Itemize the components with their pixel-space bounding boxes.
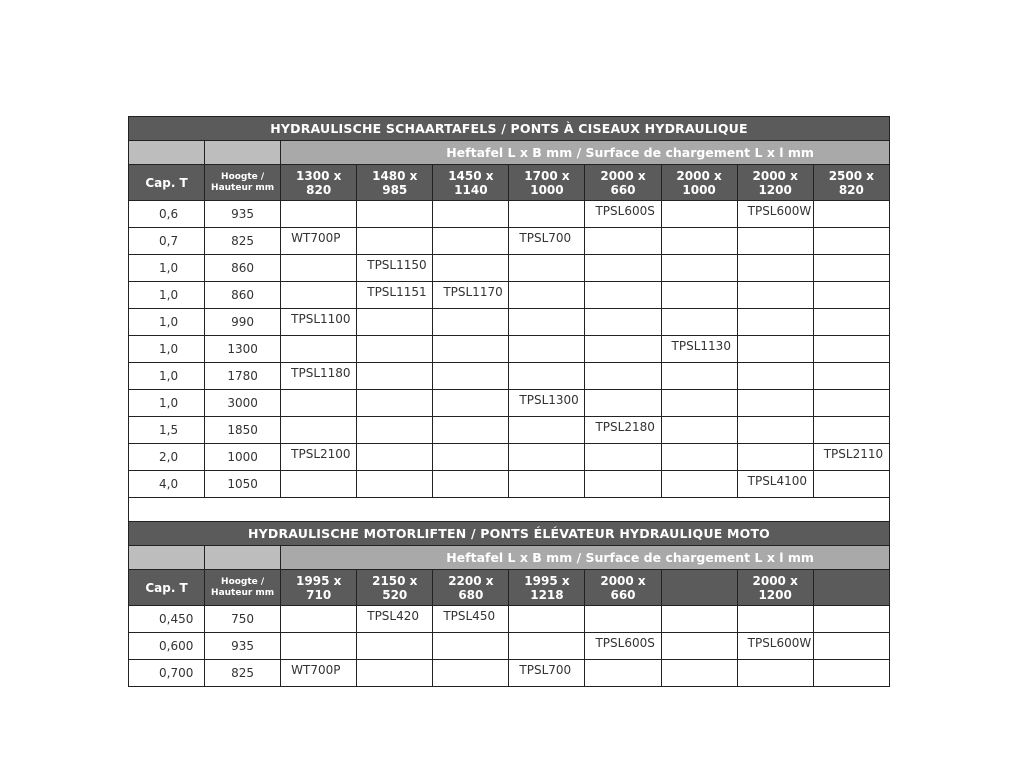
model-cell <box>281 255 357 282</box>
header-height <box>205 570 281 606</box>
capacity-cell: 1,0 <box>129 336 205 363</box>
header-dimension-line1: 1995 x <box>524 573 570 588</box>
model-cell: TPSL450 <box>433 606 509 633</box>
model-cell <box>357 228 433 255</box>
model-cell <box>661 228 737 255</box>
header-dimension-line2: 1000 <box>682 182 716 197</box>
model-cell <box>433 633 509 660</box>
model-cell <box>661 633 737 660</box>
subheader-row <box>129 546 890 570</box>
height-cell: 1000 <box>205 444 281 471</box>
height-cell: 990 <box>205 309 281 336</box>
header-height-line2: Hauteur mm <box>211 182 275 193</box>
model-cell <box>433 336 509 363</box>
model-cell <box>585 660 661 687</box>
table-row <box>129 390 890 417</box>
model-cell: TPSL1300 <box>509 390 585 417</box>
header-dimension <box>661 165 737 201</box>
height-cell: 3000 <box>205 390 281 417</box>
model-cell <box>585 228 661 255</box>
capacity-cell: 2,0 <box>129 444 205 471</box>
model-cell: TPSL600S <box>585 633 661 660</box>
header-dimension-line2: 985 <box>382 182 408 197</box>
model-cell <box>509 363 585 390</box>
model-cell: TPSL1130 <box>661 336 737 363</box>
spacer-row <box>129 498 890 522</box>
height-cell: 935 <box>205 633 281 660</box>
header-dimension <box>737 165 813 201</box>
model-cell <box>585 309 661 336</box>
capacity-cell: 1,0 <box>129 282 205 309</box>
header-dimension <box>357 570 433 606</box>
model-cell <box>281 606 357 633</box>
model-cell <box>737 309 813 336</box>
header-height-line1: Hoogte / <box>221 171 265 182</box>
capacity-cell: 4,0 <box>129 471 205 498</box>
model-cell <box>661 660 737 687</box>
model-cell <box>661 606 737 633</box>
model-cell <box>813 390 889 417</box>
model-cell <box>509 633 585 660</box>
header-dimension-line2: 680 <box>458 587 484 602</box>
model-cell <box>737 228 813 255</box>
header-dimension <box>433 165 509 201</box>
table-row <box>129 282 890 309</box>
header-dimension-line1: 1300 x <box>296 168 342 183</box>
model-cell <box>813 309 889 336</box>
subheader-blank <box>129 141 205 165</box>
model-cell <box>661 201 737 228</box>
model-cell <box>813 471 889 498</box>
header-dimension <box>509 570 585 606</box>
capacity-cell: 0,700 <box>129 660 205 687</box>
height-cell: 860 <box>205 282 281 309</box>
model-cell <box>661 444 737 471</box>
height-cell: 935 <box>205 201 281 228</box>
header-dimension-line1: 2200 x <box>448 573 494 588</box>
model-cell <box>281 336 357 363</box>
column-header-row <box>129 165 890 201</box>
table-row <box>129 363 890 390</box>
model-cell <box>357 336 433 363</box>
table-row <box>129 417 890 444</box>
model-cell <box>737 282 813 309</box>
model-cell <box>661 390 737 417</box>
model-cell: TPSL700 <box>509 660 585 687</box>
model-cell <box>813 255 889 282</box>
model-cell <box>433 228 509 255</box>
model-cell: TPSL1150 <box>357 255 433 282</box>
table-row <box>129 255 890 282</box>
header-dimension-line2: 1000 <box>530 182 564 197</box>
capacity-cell: 0,450 <box>129 606 205 633</box>
model-cell: TPSL4100 <box>737 471 813 498</box>
model-cell: TPSL600W <box>737 633 813 660</box>
capacity-cell: 1,0 <box>129 390 205 417</box>
table-row <box>129 471 890 498</box>
header-dimension-line1: 2000 x <box>600 573 646 588</box>
model-cell <box>509 282 585 309</box>
header-dimension-line2: 660 <box>610 182 636 197</box>
model-cell: TPSL2180 <box>585 417 661 444</box>
header-dimension <box>661 570 737 606</box>
height-cell: 860 <box>205 255 281 282</box>
model-cell <box>813 660 889 687</box>
model-cell <box>661 255 737 282</box>
model-cell <box>585 336 661 363</box>
model-cell <box>813 606 889 633</box>
model-cell <box>737 417 813 444</box>
model-cell <box>585 390 661 417</box>
table-row <box>129 309 890 336</box>
header-dimension-line1: 2000 x <box>752 168 798 183</box>
height-cell: 750 <box>205 606 281 633</box>
height-cell: 825 <box>205 660 281 687</box>
header-dimension <box>737 570 813 606</box>
header-dimension-line1: 2000 x <box>600 168 646 183</box>
table-row <box>129 336 890 363</box>
model-cell <box>585 255 661 282</box>
header-capacity: Cap. T <box>129 165 205 201</box>
model-cell <box>661 417 737 444</box>
header-dimension-line2: 520 <box>382 587 408 602</box>
model-cell <box>281 471 357 498</box>
model-cell <box>433 255 509 282</box>
section-title-row <box>129 117 890 141</box>
header-dimension <box>585 570 661 606</box>
model-cell: TPSL1180 <box>281 363 357 390</box>
spacer-cell <box>129 498 890 522</box>
model-cell <box>813 282 889 309</box>
model-cell <box>433 363 509 390</box>
height-cell: 825 <box>205 228 281 255</box>
header-dimension-line1: 1995 x <box>296 573 342 588</box>
model-cell <box>433 471 509 498</box>
model-cell <box>433 444 509 471</box>
capacity-cell: 0,7 <box>129 228 205 255</box>
header-dimension <box>585 165 661 201</box>
model-cell: TPSL600W <box>737 201 813 228</box>
table-row <box>129 606 890 633</box>
header-dimension-line1: 2500 x <box>828 168 875 183</box>
spec-table <box>128 116 890 687</box>
header-dimension-line2: 660 <box>610 587 636 602</box>
model-cell <box>357 633 433 660</box>
model-cell <box>433 417 509 444</box>
section-title: HYDRAULISCHE SCHAARTAFELS / PONTS À CISEAUX HYDRAULIQUE <box>129 117 890 141</box>
model-cell <box>281 282 357 309</box>
table-row <box>129 660 890 687</box>
model-cell <box>281 201 357 228</box>
model-cell <box>737 606 813 633</box>
height-cell: 1050 <box>205 471 281 498</box>
model-cell <box>433 390 509 417</box>
model-cell: TPSL1170 <box>433 282 509 309</box>
model-cell <box>357 444 433 471</box>
capacity-cell: 0,6 <box>129 201 205 228</box>
header-dimension <box>281 570 357 606</box>
model-cell <box>281 633 357 660</box>
model-cell <box>509 444 585 471</box>
model-cell <box>509 336 585 363</box>
model-cell <box>737 390 813 417</box>
capacity-cell: 1,5 <box>129 417 205 444</box>
model-cell: TPSL600S <box>585 201 661 228</box>
model-cell <box>737 660 813 687</box>
header-dimension-line2: 1140 <box>454 182 488 197</box>
table-row <box>129 228 890 255</box>
header-dimension-line2: 1218 <box>530 587 564 602</box>
model-cell <box>813 363 889 390</box>
model-cell: TPSL1151 <box>357 282 433 309</box>
model-cell: TPSL2100 <box>281 444 357 471</box>
model-cell <box>357 390 433 417</box>
capacity-cell: 1,0 <box>129 309 205 336</box>
model-cell <box>509 309 585 336</box>
subheader-row <box>129 141 890 165</box>
model-cell <box>661 309 737 336</box>
model-cell <box>357 471 433 498</box>
model-cell <box>357 417 433 444</box>
header-dimension <box>813 570 889 606</box>
model-cell <box>813 201 889 228</box>
header-dimension-line1: 1700 x <box>524 168 570 183</box>
model-cell <box>737 444 813 471</box>
model-cell <box>813 228 889 255</box>
header-height-line1: Hoogte / <box>221 576 265 587</box>
header-dimension-line2: 1200 <box>758 587 792 602</box>
subheader-text: Heftafel L x B mm / Surface de chargement L x l mm <box>281 546 890 570</box>
header-dimension <box>509 165 585 201</box>
spec-sheet <box>128 116 890 687</box>
subheader-blank <box>205 546 281 570</box>
model-cell <box>737 255 813 282</box>
column-header-row <box>129 570 890 606</box>
model-cell <box>661 282 737 309</box>
header-dimension-line1: 1480 x <box>372 168 418 183</box>
header-dimension-line2: 710 <box>306 587 332 602</box>
header-height-line2: Hauteur mm <box>211 587 275 598</box>
model-cell <box>433 309 509 336</box>
model-cell <box>661 363 737 390</box>
header-dimension <box>281 165 357 201</box>
subheader-text: Heftafel L x B mm / Surface de chargement L x l mm <box>281 141 890 165</box>
header-height <box>205 165 281 201</box>
model-cell <box>661 471 737 498</box>
model-cell: WT700P <box>281 228 357 255</box>
model-cell <box>433 660 509 687</box>
subheader-blank <box>129 546 205 570</box>
model-cell <box>737 336 813 363</box>
subheader-blank <box>205 141 281 165</box>
header-dimension-line1: 2000 x <box>676 168 722 183</box>
height-cell: 1300 <box>205 336 281 363</box>
model-cell <box>357 309 433 336</box>
height-cell: 1780 <box>205 363 281 390</box>
header-dimension-line2: 1200 <box>758 182 792 197</box>
model-cell <box>357 201 433 228</box>
header-dimension-line2: 820 <box>306 182 332 197</box>
model-cell: WT700P <box>281 660 357 687</box>
model-cell <box>357 660 433 687</box>
model-cell <box>509 471 585 498</box>
header-dimension <box>813 165 889 201</box>
section-title-row <box>129 522 890 546</box>
model-cell <box>509 255 585 282</box>
model-cell <box>585 471 661 498</box>
model-cell <box>281 417 357 444</box>
header-dimension-line1: 2150 x <box>372 573 418 588</box>
capacity-cell: 0,600 <box>129 633 205 660</box>
capacity-cell: 1,0 <box>129 255 205 282</box>
table-row <box>129 633 890 660</box>
model-cell <box>585 363 661 390</box>
section-title: HYDRAULISCHE MOTORLIFTEN / PONTS ÉLÉVATEUR HYDRAULIQUE MOTO <box>129 522 890 546</box>
height-cell: 1850 <box>205 417 281 444</box>
header-capacity: Cap. T <box>129 570 205 606</box>
model-cell <box>509 606 585 633</box>
model-cell: TPSL1100 <box>281 309 357 336</box>
header-dimension-line2: 820 <box>838 182 864 197</box>
header-dimension <box>357 165 433 201</box>
model-cell <box>509 417 585 444</box>
model-cell <box>813 633 889 660</box>
model-cell <box>509 201 585 228</box>
model-cell <box>357 363 433 390</box>
model-cell: TPSL700 <box>509 228 585 255</box>
header-dimension <box>433 570 509 606</box>
header-dimension-line1: 1450 x <box>448 168 494 183</box>
table-row <box>129 201 890 228</box>
header-dimension-line1: 2000 x <box>752 573 798 588</box>
capacity-cell: 1,0 <box>129 363 205 390</box>
table-row <box>129 444 890 471</box>
model-cell <box>585 444 661 471</box>
model-cell: TPSL420 <box>357 606 433 633</box>
model-cell <box>585 282 661 309</box>
model-cell <box>281 390 357 417</box>
model-cell <box>737 363 813 390</box>
model-cell <box>813 417 889 444</box>
model-cell <box>433 201 509 228</box>
model-cell <box>585 606 661 633</box>
model-cell: TPSL2110 <box>813 444 889 471</box>
model-cell <box>813 336 889 363</box>
